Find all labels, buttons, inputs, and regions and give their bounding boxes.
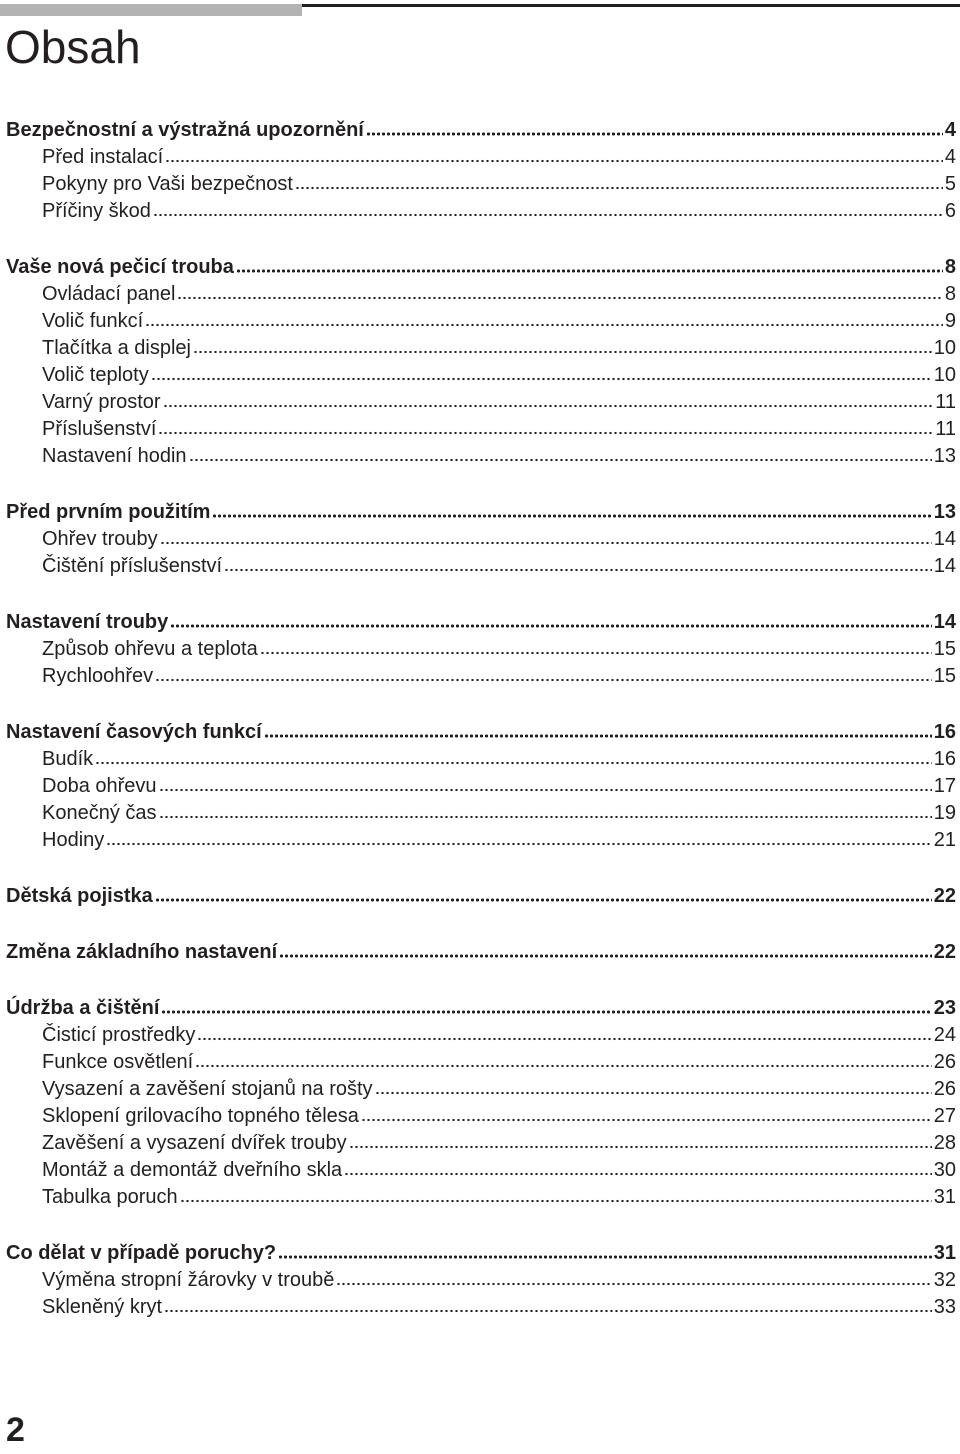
toc-entry-page: 16 [933, 748, 956, 770]
toc-entry-label: Co dělat v případě poruchy? [6, 1242, 277, 1264]
dot-leader [366, 132, 943, 136]
toc-subentry[interactable] [0, 1184, 960, 1211]
toc-entry-page: 6 [944, 200, 956, 222]
toc-entry-page: 26 [933, 1051, 956, 1073]
dot-leader [264, 734, 932, 738]
toc-entry-page: 28 [933, 1132, 956, 1154]
dot-leader [361, 1118, 932, 1122]
toc-entry-page: 11 [935, 391, 956, 413]
toc-entry-page: 14 [933, 528, 956, 550]
dot-leader [159, 788, 932, 792]
toc-entry-page: 11 [935, 418, 956, 440]
toc-section-heading[interactable] [0, 609, 960, 636]
dot-leader [158, 431, 933, 435]
toc-entry-label: Varný prostor [42, 391, 161, 413]
toc-entry-page: 4 [944, 146, 956, 168]
toc-subentry[interactable] [0, 443, 960, 470]
toc-entry-page: 14 [933, 611, 956, 633]
toc-entry-label: Konečný čas [42, 802, 157, 824]
toc-section-heading[interactable] [0, 499, 960, 526]
toc-entry-page: 13 [933, 501, 956, 523]
toc-entry-label: Ovládací panel [42, 283, 176, 305]
dot-leader [164, 1309, 932, 1313]
toc-subentry[interactable] [0, 553, 960, 580]
toc-entry-page: 26 [933, 1078, 956, 1100]
toc-entry-label: Volič funkcí [42, 310, 144, 332]
toc-section [0, 883, 960, 910]
toc-entry-label: Čisticí prostředky [42, 1024, 196, 1046]
toc-entry-label: Čištění příslušenství [42, 555, 223, 577]
toc-entry-page: 13 [933, 445, 956, 467]
dot-leader [344, 1172, 932, 1176]
toc-entry-page: 15 [933, 638, 956, 660]
toc-subentry[interactable] [0, 1103, 960, 1130]
toc-entry-label: Budík [42, 748, 94, 770]
toc-entry-label: Hodiny [42, 829, 105, 851]
toc-subentry[interactable] [0, 773, 960, 800]
toc-section [0, 609, 960, 690]
toc-section-heading[interactable] [0, 254, 960, 281]
toc-entry-label: Nastavení časových funkcí [6, 721, 262, 743]
toc-subentry[interactable] [0, 144, 960, 171]
toc-entry-label: Změna základního nastavení [6, 941, 278, 963]
dot-leader [153, 213, 943, 217]
toc-section [0, 939, 960, 966]
toc-entry-page: 5 [944, 173, 956, 195]
dot-leader [295, 186, 943, 190]
header-rule-dark [302, 4, 960, 7]
toc-subentry[interactable] [0, 526, 960, 553]
toc-section [0, 254, 960, 470]
toc-subentry[interactable] [0, 1022, 960, 1049]
toc-entry-label: Pokyny pro Vaši bezpečnost [42, 173, 293, 195]
toc-section [0, 719, 960, 854]
toc-entry-label: Způsob ohřevu a teplota [42, 638, 258, 660]
toc-section-heading[interactable] [0, 117, 960, 144]
toc-entry-label: Výměna stropní žárovky v troubě [42, 1269, 335, 1291]
toc-entry-page: 31 [933, 1242, 956, 1264]
toc-entry-page: 15 [933, 665, 956, 687]
toc-entry-page: 22 [933, 941, 956, 963]
dot-leader [106, 842, 931, 846]
toc-entry-page: 24 [933, 1024, 956, 1046]
dot-leader [195, 1064, 932, 1068]
toc-subentry[interactable] [0, 362, 960, 389]
toc-section [0, 1240, 960, 1321]
toc-entry-page: 16 [933, 721, 956, 743]
toc-entry-page: 9 [944, 310, 956, 332]
toc-entry-page: 33 [933, 1296, 956, 1318]
dot-leader [170, 624, 931, 628]
toc-entry-label: Před prvním použitím [6, 501, 211, 523]
dot-leader [160, 541, 932, 545]
dot-leader [279, 954, 932, 958]
toc-entry-label: Montáž a demontáž dveřního skla [42, 1159, 343, 1181]
header-rule-gray [0, 4, 302, 16]
toc-section [0, 995, 960, 1211]
toc-entry-label: Tabulka poruch [42, 1186, 178, 1208]
dot-leader [177, 296, 942, 300]
dot-leader [197, 1037, 931, 1041]
dot-leader [155, 898, 932, 902]
toc-section-heading[interactable] [0, 719, 960, 746]
toc-subentry[interactable] [0, 308, 960, 335]
toc-entry-label: Rychloohřev [42, 665, 154, 687]
toc-entry-label: Funkce osvětlení [42, 1051, 194, 1073]
toc-entry-page: 27 [933, 1105, 956, 1127]
toc-entry-label: Dětská pojistka [6, 885, 153, 907]
toc-entry-page: 8 [944, 256, 956, 278]
toc-entry-page: 10 [933, 364, 956, 386]
toc-subentry[interactable] [0, 198, 960, 225]
dot-leader [180, 1199, 932, 1203]
toc-entry-label: Příčiny škod [42, 200, 151, 222]
toc-section-heading[interactable] [0, 995, 960, 1022]
toc-entry-label: Tlačítka a displej [42, 337, 191, 359]
toc-entry-page: 19 [933, 802, 956, 824]
toc-subentry[interactable] [0, 827, 960, 854]
page-title: Obsah [5, 21, 141, 73]
toc-entry-label: Nastavení hodin [42, 445, 187, 467]
toc-entry-page: 22 [933, 885, 956, 907]
toc-section-heading[interactable] [0, 1240, 960, 1267]
toc-entry-page: 32 [933, 1269, 956, 1291]
toc-subentry[interactable] [0, 746, 960, 773]
toc-entry-page: 31 [933, 1186, 956, 1208]
dot-leader [189, 458, 932, 462]
toc-entry-page: 4 [944, 119, 956, 141]
toc-subentry[interactable] [0, 636, 960, 663]
dot-leader [224, 568, 932, 572]
toc-subentry[interactable] [0, 1049, 960, 1076]
dot-leader [349, 1145, 932, 1149]
dot-leader [260, 651, 932, 655]
toc-subentry[interactable] [0, 389, 960, 416]
dot-leader [95, 761, 932, 765]
toc-entry-label: Volič teploty [42, 364, 149, 386]
toc-entry-label: Bezpečnostní a výstražná upozornění [6, 119, 364, 141]
toc-subentry[interactable] [0, 663, 960, 690]
dot-leader [212, 514, 931, 518]
toc-entry-label: Nastavení trouby [6, 611, 169, 633]
toc-entry-label: Ohřev trouby [42, 528, 158, 550]
toc-entry-label: Vaše nová pečicí trouba [6, 256, 234, 278]
toc-entry-label: Sklopení grilovacího topného tělesa [42, 1105, 359, 1127]
toc-entry-label: Vysazení a zavěšení stojanů na rošty [42, 1078, 373, 1100]
toc-section-heading[interactable] [0, 939, 960, 966]
toc-subentry[interactable] [0, 1157, 960, 1184]
toc-subentry[interactable] [0, 171, 960, 198]
table-of-contents [0, 117, 960, 1350]
toc-subentry[interactable] [0, 800, 960, 827]
toc-entry-page: 21 [933, 829, 956, 851]
toc-subentry[interactable] [0, 1130, 960, 1157]
toc-subentry[interactable] [0, 1076, 960, 1103]
toc-entry-label: Údržba a čištění [6, 997, 160, 1019]
dot-leader [161, 1010, 931, 1014]
toc-subentry[interactable] [0, 1267, 960, 1294]
dot-leader [145, 323, 943, 327]
dot-leader [163, 404, 934, 408]
dot-leader [236, 269, 943, 273]
dot-leader [159, 815, 932, 819]
toc-entry-label: Zavěšení a vysazení dvířek trouby [42, 1132, 347, 1154]
toc-subentry[interactable] [0, 335, 960, 362]
dot-leader [336, 1282, 931, 1286]
toc-subentry[interactable] [0, 281, 960, 308]
toc-section [0, 117, 960, 225]
toc-section-heading[interactable] [0, 883, 960, 910]
toc-subentry[interactable] [0, 1294, 960, 1321]
toc-entry-page: 14 [933, 555, 956, 577]
dot-leader [165, 159, 943, 163]
page-number: 2 [6, 1411, 25, 1449]
toc-entry-label: Doba ohřevu [42, 775, 157, 797]
toc-entry-page: 10 [933, 337, 956, 359]
dot-leader [278, 1255, 932, 1259]
toc-section [0, 499, 960, 580]
toc-entry-label: Před instalací [42, 146, 164, 168]
dot-leader [151, 377, 932, 381]
toc-entry-page: 23 [933, 997, 956, 1019]
toc-entry-page: 17 [933, 775, 956, 797]
dot-leader [375, 1091, 932, 1095]
toc-entry-label: Příslušenství [42, 418, 157, 440]
toc-entry-page: 30 [933, 1159, 956, 1181]
toc-entry-label: Skleněný kryt [42, 1296, 163, 1318]
dot-leader [155, 678, 932, 682]
toc-entry-page: 8 [944, 283, 956, 305]
dot-leader [193, 350, 932, 354]
toc-subentry[interactable] [0, 416, 960, 443]
